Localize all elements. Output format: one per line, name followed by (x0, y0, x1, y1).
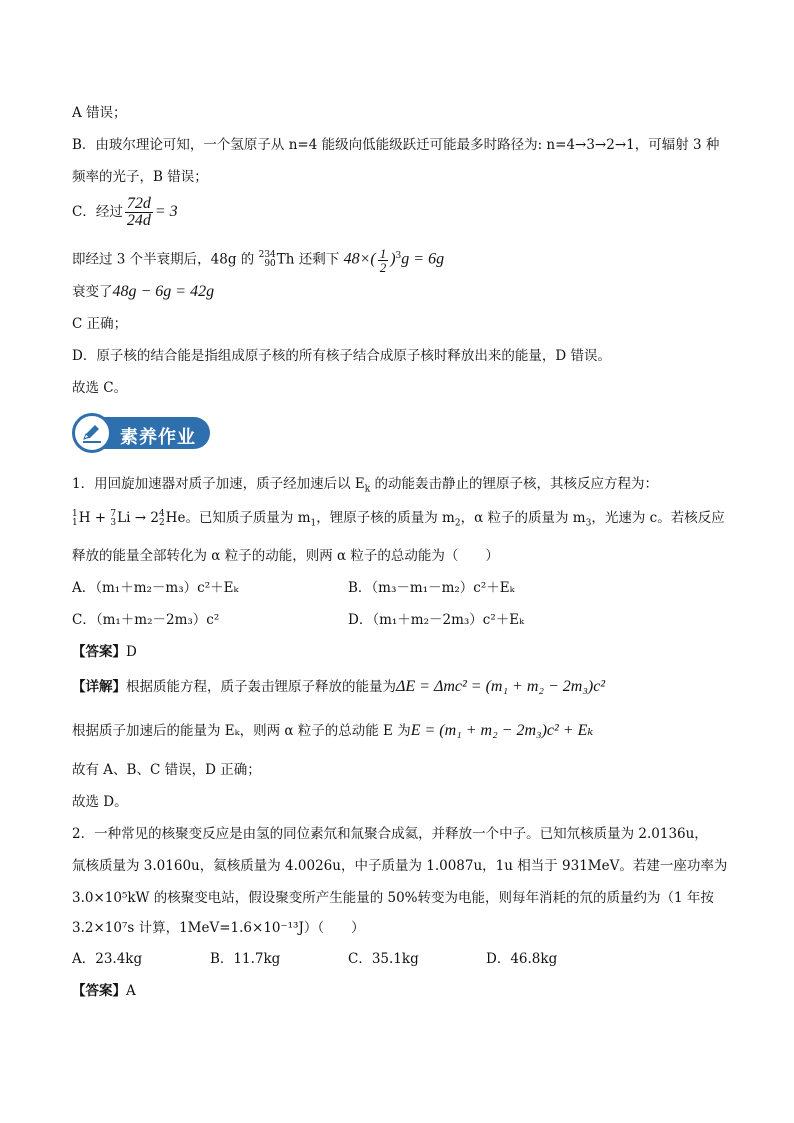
nuclide-numbers (259, 251, 276, 269)
text: 的动能轰击静止的锂原子核，其核反应方程为： (370, 476, 659, 492)
atomic-number: 2 (158, 517, 165, 528)
answer-value: A (126, 983, 136, 999)
text-line: 频率的光子，B 错误； (72, 169, 208, 185)
mass-number: 7 (110, 508, 117, 519)
text: 根据质能方程，质子轰击锂原子释放的能量为 (126, 679, 396, 695)
exponent: 3 (395, 251, 402, 261)
option-a: A．23.4kg (72, 951, 143, 967)
option-b: B．（m₃－m₁－m₂）c²＋Eₖ (348, 580, 515, 596)
answer-value: D (126, 644, 137, 660)
pencil-icon (72, 413, 112, 453)
question-stem: 3.0×10⁵kW 的核聚变电站，假设聚变所产生能量的 50%转变为电能，则每年消耗的氘的质量约为（1 年按 (72, 890, 714, 906)
atomic-number: 3 (110, 517, 117, 528)
subscript: 3 (585, 518, 592, 529)
formula: ) (390, 250, 396, 268)
subscript: 2 (454, 518, 461, 529)
atomic-number: 1 (72, 517, 78, 528)
nuclide-numbers (159, 510, 165, 528)
numerator: 1 (379, 245, 387, 261)
nuclide-numbers (110, 510, 116, 528)
answer-line (72, 981, 136, 1001)
option-c: C．35.1kg (348, 951, 419, 967)
denominator: 2 (379, 259, 387, 275)
question-stem: 氚核质量为 3.0160u，氦核质量为 4.0026u，中子质量为 1.0087u，1u 相当于 931MeV。若建一座功率为 (72, 858, 728, 874)
mass-number: 234 (258, 250, 276, 260)
formula-line (72, 240, 444, 276)
answer-line (72, 642, 137, 662)
question-stem: 3.2×10⁷s 计算，1MeV=1.6×10⁻¹³J）（ ） (72, 920, 365, 936)
text: 即经过 3 个半衰期后，48g 的 (72, 251, 255, 268)
text: 。已知质子质量为 m (185, 510, 311, 526)
answer-label: 【答案】 (72, 983, 126, 999)
detail-line (72, 677, 605, 697)
text-line: A 错误； (72, 105, 127, 121)
formula: ΔE = Δmc² = (m₁ + m₂ − 2m₃)c² (396, 678, 606, 695)
atomic-number: 90 (264, 259, 276, 269)
text: ，光速为 c。若核反应 (591, 510, 725, 526)
formula: E = (m₁ + m₂ − 2m₃)c² + Eₖ (410, 722, 594, 739)
element-symbol: He (165, 510, 186, 526)
fraction (378, 247, 389, 274)
question-stem: 2．一种常见的核聚变反应是由氢的同位素氘和氚聚合成氦，并释放一个中子。已知氘核质量为 2.0136u， (72, 826, 708, 842)
text-line: C 正确； (72, 316, 128, 332)
operator: → 2 (130, 510, 159, 526)
detail-label: 【详解】 (72, 679, 126, 695)
denominator: 24d (126, 212, 151, 229)
question-stem: 释放的能量全部转化为 α 粒子的动能，则两 α 粒子的总动能为（ ） (72, 548, 499, 564)
text-line: 故选 C。 (72, 380, 128, 396)
banner-title: 素养作业 (120, 427, 196, 448)
option-d: D．46.8kg (486, 951, 558, 967)
mass-number: 4 (158, 508, 165, 519)
text: = 3 (154, 203, 178, 220)
answer-label: 【答案】 (72, 644, 126, 660)
text: 1．用回旋加速器对质子加速，质子经加速后以 E (72, 476, 365, 492)
text: 衰变了 (72, 284, 113, 300)
formula: 48g − 6g = 42g (112, 283, 215, 300)
nuclide-numbers (72, 510, 78, 528)
text: C．经过 (72, 204, 123, 220)
option-c: C．（m₁＋m₂－2m₃）c² (72, 612, 220, 628)
element-symbol: Li (117, 510, 131, 526)
reaction-equation-line (72, 508, 725, 534)
option-a: A．（m₁＋m₂－m₃）c²＋Eₖ (72, 580, 239, 596)
question-stem (72, 474, 658, 500)
subscript: 1 (310, 518, 317, 529)
element-symbol: Th (276, 251, 295, 268)
option-b: B．11.7kg (210, 951, 281, 967)
formula: g = 6g (401, 250, 445, 268)
detail-line: 故选 D。 (72, 794, 128, 810)
option-d: D．（m₁＋m₂－2m₃）c²＋Eₖ (348, 612, 525, 628)
formula-line (72, 196, 178, 229)
fraction (125, 196, 153, 229)
detail-line (72, 721, 593, 741)
text-line: B．由玻尔理论可知，一个氢原子从 n=4 能级向低能级跃迁可能最多时路径为: n=4→3→2→1，可辐射 3 种 (72, 137, 720, 153)
text: 根据质子加速后的能量为 Eₖ，则两 α 粒子的总动能 E 为 (72, 723, 411, 739)
text: 还剩下 (298, 251, 340, 268)
formula: 48×( (343, 250, 376, 268)
subscript: k (364, 484, 371, 495)
section-banner (72, 413, 210, 453)
text: ，锂原子核的质量为 m (316, 510, 455, 526)
detail-line: 故有 A、B、C 错误，D 正确； (72, 762, 261, 778)
text-line: D．原子核的结合能是指组成原子核的所有核子结合成原子核时释放出来的能量，D 错误。 (72, 348, 611, 364)
element-symbol: H (78, 510, 91, 526)
mass-number: 1 (72, 508, 78, 519)
numerator: 72d (126, 195, 151, 212)
formula-line (72, 282, 214, 302)
operator: + (90, 510, 111, 526)
text: ，α 粒子的质量为 m (460, 510, 586, 526)
